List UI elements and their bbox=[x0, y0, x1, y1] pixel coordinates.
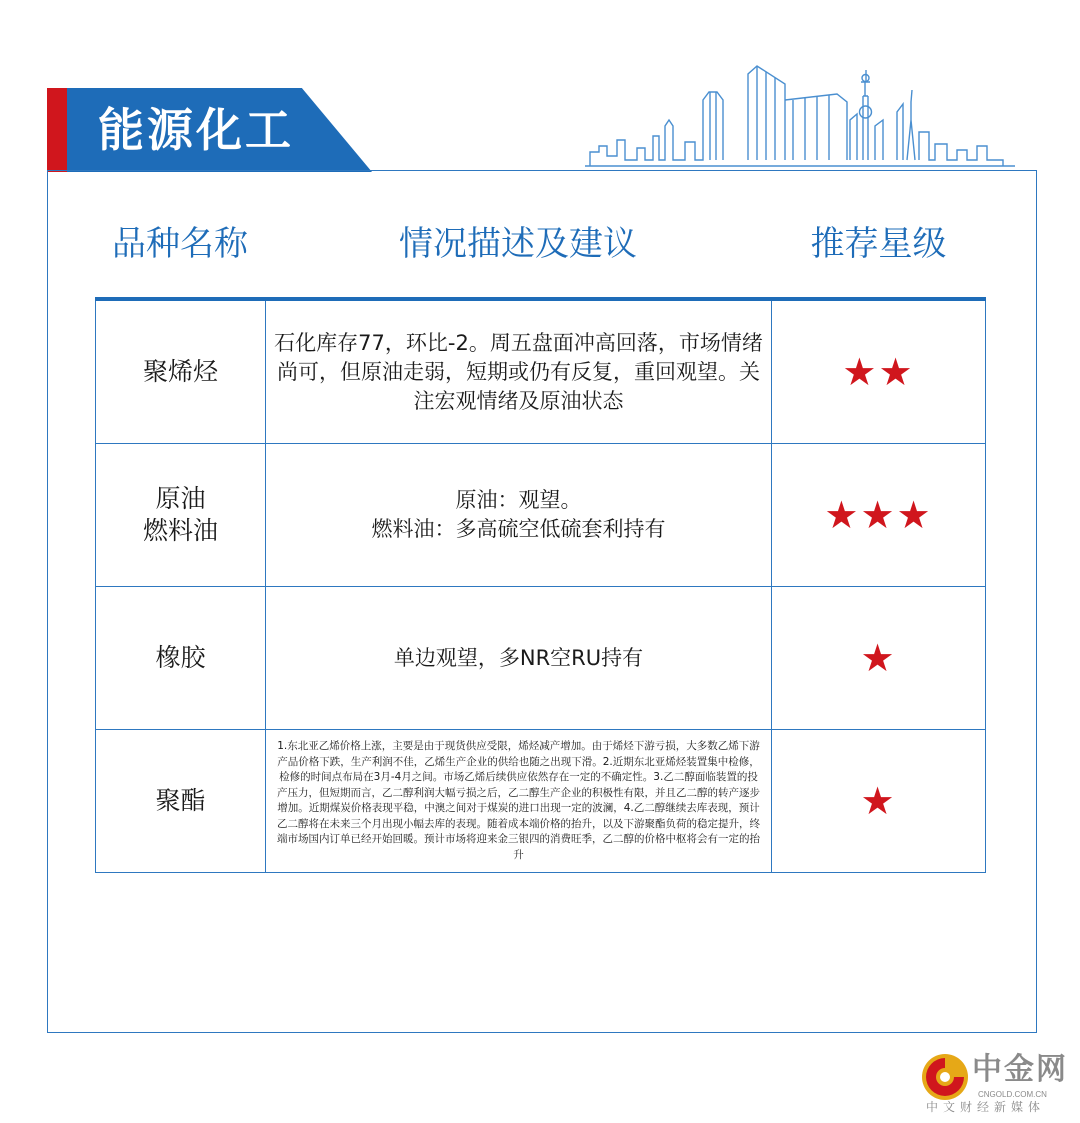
city-skyline-icon bbox=[585, 60, 1015, 172]
product-name: 橡胶 bbox=[96, 587, 266, 729]
banner-red-accent bbox=[47, 88, 67, 172]
description-line: 原油：观望。 bbox=[455, 488, 582, 512]
product-name: 聚酯 bbox=[96, 730, 266, 872]
table-row bbox=[95, 444, 986, 587]
brand-url: CNGOLD.COM.CN bbox=[978, 1090, 1047, 1099]
recommendation-table bbox=[95, 297, 986, 869]
brand-logo bbox=[920, 1050, 1070, 1116]
product-description: 1.东北亚乙烯价格上涨，主要是由于现货供应受限，烯烃减产增加。由于烯烃下游亏损，大多数乙烯下游产品价格下跌，生产利润不佳，乙烯生产企业的供给也随之出现下滑。2.近期东北亚烯烃装置集中检修，检修的时间点布局在3月-4月之间。市场乙烯后续供应依然存在一定的不确定性。3.乙二醇面临装置的投产压力，但短期而言，乙二醇利润大幅亏损之后，乙二醇生产企业的积极性有限，并且乙二醇的转产逐步增加。近期煤炭价格表现平稳，中澳之间对于煤炭的进口出现一定的波澜，4.乙二醇继续去库表现，预计乙二醇将在未来三个月出现小幅去库的表现。随着成本端价格的抬升，以及下游聚酯负荷的稳定提升，终端市场国内订单已经开始回暖。预计市场将迎来金三银四的消费旺季，乙二醇的价格中枢将会有一定的抬升 bbox=[266, 730, 772, 872]
product-name: 聚烯烃 bbox=[96, 301, 266, 443]
page-title: 能源化工 bbox=[98, 103, 294, 157]
brand-logo-icon bbox=[920, 1052, 970, 1102]
description-line: 燃料油：多高硫空低硫套利持有 bbox=[371, 517, 666, 541]
star-rating: ★ bbox=[860, 779, 897, 823]
brand-name: 中金网 bbox=[972, 1052, 1068, 1087]
product-description: 石化库存77，环比-2。周五盘面冲高回落，市场情绪尚可，但原油走弱，短期或仍有反复，重回观望。关注宏观情绪及原油状态 bbox=[266, 301, 772, 443]
column-header-rating: 推荐星级 bbox=[810, 224, 947, 264]
star-rating: ★★ bbox=[842, 350, 915, 394]
table-row bbox=[95, 730, 986, 873]
product-name: 原油 燃料油 bbox=[96, 444, 266, 586]
product-description bbox=[266, 444, 772, 586]
table-row bbox=[95, 587, 986, 730]
table-row bbox=[95, 301, 986, 444]
column-header-desc: 情况描述及建议 bbox=[399, 224, 637, 264]
column-header-name: 品种名称 bbox=[112, 224, 248, 264]
star-rating: ★★★ bbox=[824, 493, 933, 537]
brand-tagline: 中文财经新媒体 bbox=[926, 1100, 1046, 1114]
star-rating: ★ bbox=[860, 636, 897, 680]
product-description: 单边观望，多NR空RU持有 bbox=[266, 587, 772, 729]
